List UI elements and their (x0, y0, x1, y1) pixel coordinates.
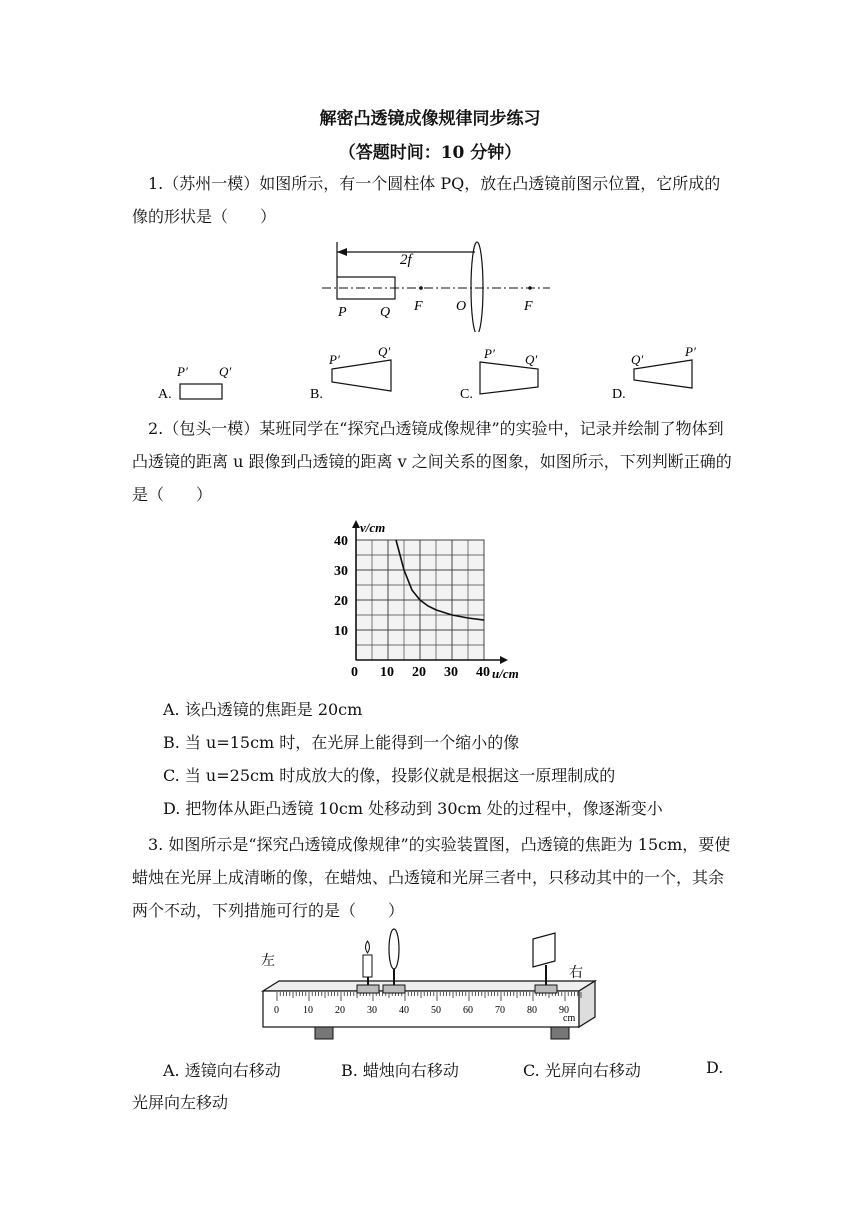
q1-option-b-label: B. (310, 387, 323, 402)
chart-y-tick-label: 40 (334, 534, 348, 549)
q1-label-f-left: F (414, 299, 423, 314)
chart-x-tick-label: 20 (412, 665, 426, 680)
q3-option-d-label: D. (706, 1058, 724, 1077)
q1-label-q: Q (380, 305, 391, 320)
q3-candle (357, 941, 379, 993)
q1-option-d-right: P′ (685, 344, 696, 359)
q3-left-label: 左 (261, 954, 275, 969)
q1-option-d (612, 344, 696, 402)
q1-label-f-right: F (524, 299, 533, 314)
chart-x-axis-label: u/cm (492, 666, 519, 681)
q1-option-b-left: P′ (329, 352, 340, 367)
q2-uv-chart (320, 514, 540, 684)
q1-dim-label: 2f (400, 252, 412, 268)
question-3-text: 3. 如图所示是“探究凸透镜成像规律”的实验装置图，凸透镜的焦距为 15cm，要使蜡烛在光屏上成清晰的像，在蜡烛、凸透镜和光屏三者中，只移动其中的一个，其余两个不动，下列措施可行的是（ ） (132, 835, 731, 920)
q3-ruler-label: 80 (527, 1005, 537, 1016)
chart-x-tick-label: 30 (444, 665, 458, 680)
q2-option-c: C. 当 u=25cm 时成放大的像，投影仪就是根据这一原理制成的 (163, 766, 616, 785)
q3-right-label: 右 (569, 966, 583, 981)
q3-option-b: B. 蜡烛向右移动 (341, 1061, 459, 1080)
q1-lens-figure (300, 232, 560, 332)
q2-option-d: D. 把物体从距凸透镜 10cm 处移动到 30cm 处的过程中，像逐渐变小 (163, 799, 663, 818)
q3-unit-label: cm (563, 1013, 576, 1024)
q3-ruler-label: 10 (303, 1005, 313, 1016)
q3-option-c: C. 光屏向右移动 (523, 1061, 641, 1080)
chart-x-tick-label: 0 (351, 665, 358, 680)
q1-option-a-right: Q′ (219, 364, 232, 379)
chart-y-axis-label: v/cm (360, 520, 386, 535)
q1-option-d-label: D. (612, 387, 626, 402)
chart-y-arrow (352, 520, 360, 528)
q1-option-c-label: C. (460, 387, 473, 402)
q1-label-o: O (456, 299, 467, 314)
q1-option-a-label: A. (158, 387, 172, 402)
q2-option-a: A. 该凸透镜的焦距是 20cm (163, 700, 363, 719)
page-subtitle: （答题时间：10 分钟） (338, 143, 522, 163)
q1-label-p: P (338, 305, 347, 320)
q3-ruler-label: 40 (399, 1005, 409, 1016)
q1-option-b (310, 344, 391, 402)
q1-options (155, 342, 755, 404)
chart-x-tick-label: 40 (476, 665, 490, 680)
q1-option-c-left: P′ (484, 346, 495, 361)
chart-y-tick-label: 10 (334, 624, 348, 639)
q1-option-c-right: Q′ (525, 352, 538, 367)
q3-optical-bench (255, 925, 615, 1050)
q3-ruler-label: 70 (495, 1005, 505, 1016)
q1-option-b-right: Q′ (378, 344, 391, 359)
chart-y-tick-label: 20 (334, 594, 348, 609)
q3-option-a: A. 透镜向右移动 (163, 1061, 281, 1080)
chart-y-tick-label: 30 (334, 564, 348, 579)
q3-ruler-label: 0 (274, 1005, 279, 1016)
q3-ruler-label: 30 (367, 1005, 377, 1016)
q1-convex-lens (471, 242, 483, 332)
q1-option-a-left: P′ (177, 364, 188, 379)
q1-option-a (158, 364, 231, 402)
question-1-text: 1.（苏州一模）如图所示，有一个圆柱体 PQ，放在凸透镜前图示位置，它所成的像的形状是（ ） (132, 174, 721, 226)
q2-option-b: B. 当 u=15cm 时，在光屏上能得到一个缩小的像 (163, 733, 520, 752)
q3-ruler-label: 90 (559, 1005, 569, 1016)
q3-ruler-label: 60 (463, 1005, 473, 1016)
page-title: 解密凸透镜成像规律同步练习 (319, 109, 541, 129)
q3-ruler-label: 20 (335, 1005, 345, 1016)
question-2-text: 2.（包头一模）某班同学在“探究凸透镜成像规律”的实验中，记录并绘制了物体到凸透镜的距离 u 跟像到凸透镜的距离 v 之间关系的图象，如图所示，下列判断正确的是（ ） (132, 419, 732, 504)
chart-x-tick-label: 10 (380, 665, 394, 680)
q3-option-d-text: 光屏向左移动 (132, 1093, 229, 1112)
q1-option-d-left: Q′ (631, 352, 644, 367)
q3-ruler-label: 50 (431, 1005, 441, 1016)
q1-option-c (460, 346, 538, 402)
chart-x-arrow (500, 656, 508, 664)
